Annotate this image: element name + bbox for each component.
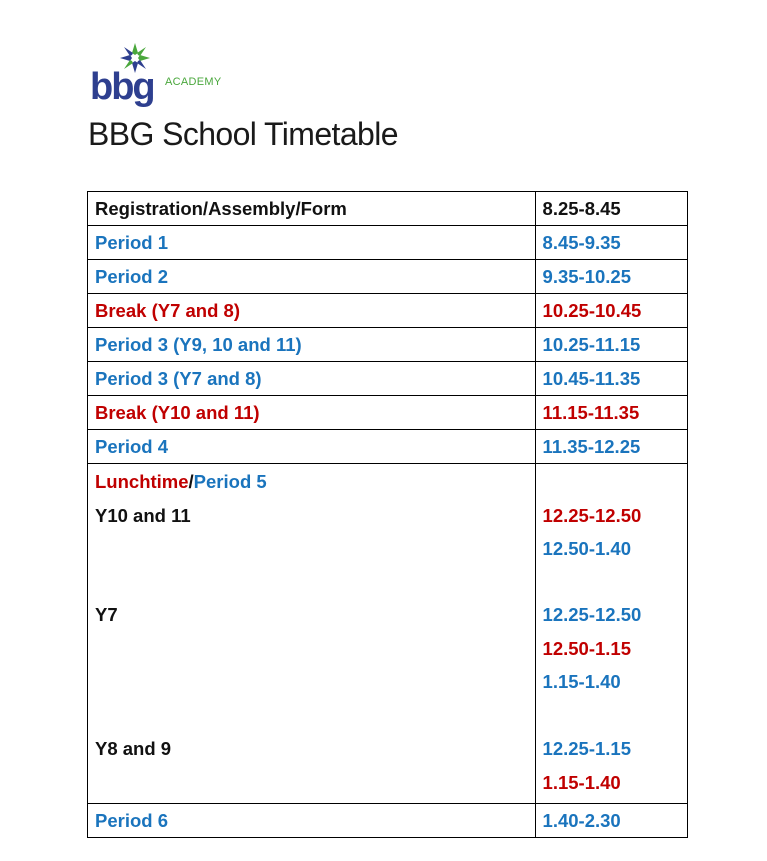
page-title: BBG School Timetable (88, 116, 398, 152)
row-time: 11.35-12.25 (535, 430, 687, 464)
group-label-y7: Y7 (95, 604, 118, 625)
table-row (88, 362, 688, 396)
group-label-y8-9: Y8 and 9 (95, 738, 172, 759)
timetable (87, 191, 688, 838)
row-label: Period 3 (Y9, 10 and 11) (88, 328, 536, 362)
period5-label: Period 5 (193, 471, 267, 492)
row-label: Period 2 (88, 260, 536, 294)
table-row (88, 192, 688, 226)
row-label: Period 1 (88, 226, 536, 260)
row-label: Break (Y10 and 11) (88, 396, 536, 430)
lunch-times-cell (535, 464, 687, 804)
lunch-row (88, 464, 688, 804)
row-label: Period 4 (88, 430, 536, 464)
row-time: 8.45-9.35 (535, 226, 687, 260)
lunch-heading (95, 465, 267, 498)
row-label: Break (Y7 and 8) (88, 294, 536, 328)
academy-logo (90, 42, 250, 112)
table-row (88, 294, 688, 328)
lunchtime-label: Lunchtime (95, 471, 189, 492)
row-label: Period 6 (88, 804, 536, 838)
group-label-y10-11: Y10 and 11 (95, 505, 191, 526)
row-time: 1.40-2.30 (535, 804, 687, 838)
lunch-time: 12.25-1.15 (542, 738, 632, 759)
logo-wordmark: bbg (90, 66, 154, 108)
row-time: 9.35-10.25 (535, 260, 687, 294)
logo-academy-text: ACADEMY (165, 76, 222, 88)
table-row (88, 430, 688, 464)
row-time: 10.45-11.35 (535, 362, 687, 396)
heading-separator: / (188, 471, 194, 492)
table-row (88, 260, 688, 294)
lunch-time: 12.50-1.40 (542, 538, 632, 559)
row-time: 10.25-10.45 (535, 294, 687, 328)
table-row (88, 396, 688, 430)
table-row (88, 804, 688, 838)
lunch-time: 1.15-1.40 (542, 671, 621, 692)
row-time: 8.25-8.45 (535, 192, 687, 226)
table-row (88, 328, 688, 362)
lunch-time: 12.50-1.15 (542, 638, 632, 659)
row-time: 11.15-11.35 (535, 396, 687, 430)
row-label: Registration/Assembly/Form (88, 192, 536, 226)
lunch-labels-cell (88, 464, 536, 804)
row-label: Period 3 (Y7 and 8) (88, 362, 536, 396)
table-row (88, 226, 688, 260)
lunch-time: 1.15-1.40 (542, 772, 621, 793)
lunch-time: 12.25-12.50 (542, 604, 642, 625)
lunch-time: 12.25-12.50 (542, 505, 642, 526)
row-time: 10.25-11.15 (535, 328, 687, 362)
